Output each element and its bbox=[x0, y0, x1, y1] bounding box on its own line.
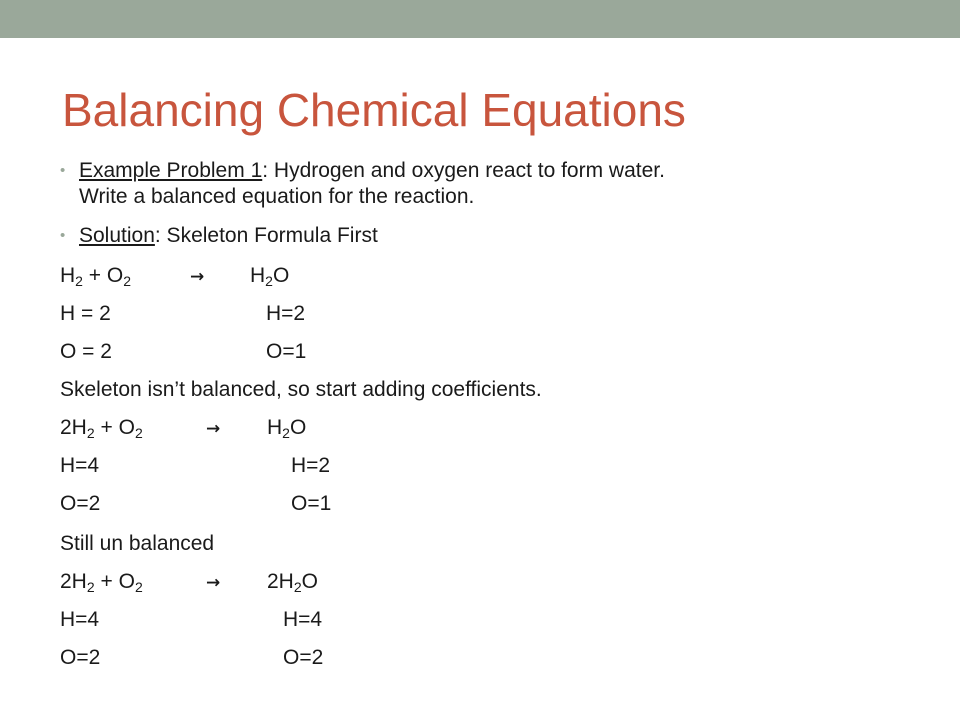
product: $H_2O$ bbox=[250, 264, 290, 289]
reactant-2: + $O_2$ bbox=[94, 416, 143, 441]
slide-title: Balancing Chemical Equations bbox=[62, 84, 686, 136]
count-row: H=4 H=4 bbox=[60, 608, 323, 631]
arrow-icon: → bbox=[190, 267, 205, 287]
product: $2H_2O$ bbox=[267, 570, 318, 595]
solution-text: : Skeleton Formula First bbox=[154, 224, 378, 247]
count-row: H = 2 H=2 bbox=[60, 302, 306, 325]
bullet-dot-icon: • bbox=[60, 227, 66, 244]
top-accent-bar bbox=[0, 0, 960, 38]
reactant-2: + $O_2$ bbox=[82, 264, 132, 289]
count-row: O = 2 O=1 bbox=[60, 340, 307, 363]
reactant-2: + $O_2$ bbox=[94, 570, 143, 595]
arrow-icon: → bbox=[206, 419, 221, 439]
count-row: H=4 H=2 bbox=[60, 454, 331, 477]
note-still-unbalanced: Still un balanced bbox=[60, 532, 215, 555]
equation-balanced bbox=[60, 568, 318, 595]
reactant-1: $2H_2$ bbox=[60, 570, 95, 595]
solution-label: Solution bbox=[79, 224, 155, 247]
example-text: : Hydrogen and oxygen react to form water. bbox=[262, 159, 665, 182]
equation-skeleton bbox=[60, 262, 290, 289]
reactant-1: $H_2$ bbox=[60, 264, 83, 289]
count-row: O=2 O=1 bbox=[60, 492, 332, 515]
note-skeleton-unbalanced: Skeleton isn’t balanced, so start adding coefficients. bbox=[60, 378, 542, 401]
count-row: O=2 O=2 bbox=[60, 646, 324, 669]
equation-step-2 bbox=[60, 414, 307, 441]
example-continuation: Write a balanced equation for the reaction. bbox=[79, 185, 475, 208]
bullet-dot-icon: • bbox=[60, 162, 66, 179]
arrow-icon: → bbox=[206, 573, 221, 593]
product: $H_2O$ bbox=[267, 416, 307, 441]
example-label: Example Problem 1 bbox=[79, 159, 263, 182]
reactant-1: $2H_2$ bbox=[60, 416, 95, 441]
